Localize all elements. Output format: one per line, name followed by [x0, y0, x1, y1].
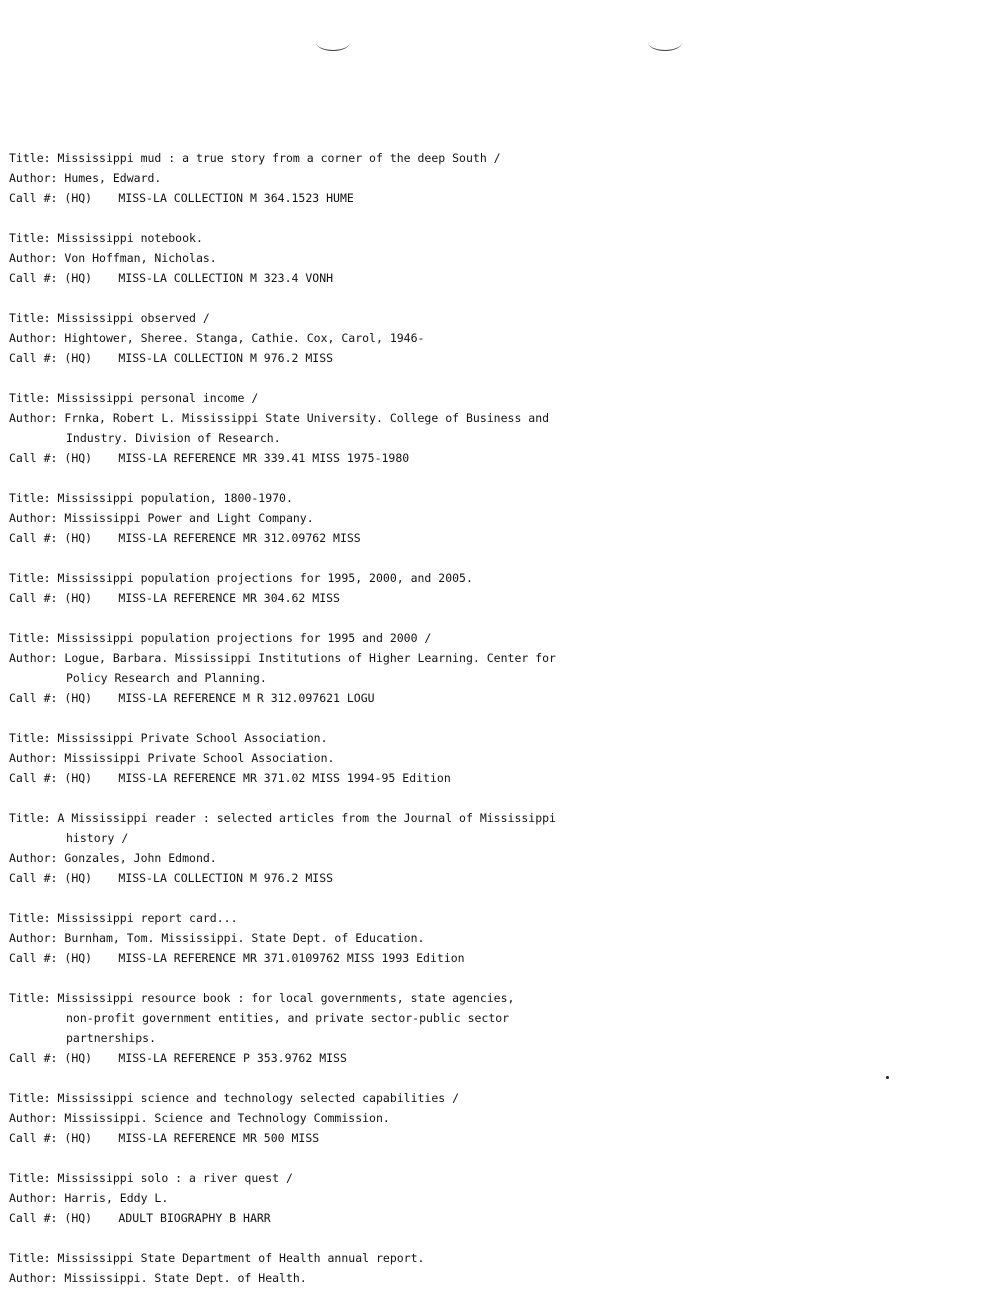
- punch-hole-mark-right: [648, 34, 682, 51]
- author-label: Author:: [9, 931, 58, 945]
- call-number: MISS-LA REFERENCE MR 312.09762 MISS: [118, 531, 361, 545]
- title-value: Mississippi population, 1800-1970.: [57, 491, 293, 505]
- author-value: Logue, Barbara. Mississippi Institutions of Higher Learning. Center for: [64, 651, 556, 665]
- call-label: Call #:: [9, 771, 58, 785]
- title-value: Mississippi State Department of Health annual report.: [57, 1251, 425, 1265]
- author-value: Von Hoffman, Nicholas.: [64, 251, 217, 265]
- title-label: Title:: [9, 731, 51, 745]
- call-label: Call #:: [9, 951, 58, 965]
- title-label: Title:: [9, 1171, 51, 1185]
- catalog-record: [9, 1088, 609, 1148]
- record-author-line: [9, 1268, 609, 1288]
- title-value: Mississippi population projections for 1995, 2000, and 2005.: [57, 571, 473, 585]
- call-location-code: (HQ): [64, 591, 93, 605]
- call-number: MISS-LA REFERENCE MR 339.41 MISS 1975-1980: [118, 451, 410, 465]
- author-label: Author:: [9, 751, 58, 765]
- title-value: partnerships.: [66, 1031, 157, 1045]
- author-label: Author:: [9, 411, 58, 425]
- call-label: Call #:: [9, 1211, 58, 1225]
- call-label: Call #:: [9, 191, 58, 205]
- record-author-line: [9, 408, 609, 428]
- record-title-line: [9, 488, 609, 508]
- call-number: MISS-LA REFERENCE MR 500 MISS: [118, 1131, 320, 1145]
- title-value: Mississippi solo : a river quest /: [57, 1171, 293, 1185]
- call-number: MISS-LA REFERENCE MR 371.0109762 MISS 1993 Edition: [118, 951, 465, 965]
- record-call-line: [9, 1128, 609, 1148]
- record-author-line: [9, 848, 609, 868]
- author-label: Author:: [9, 651, 58, 665]
- record-call-line: [9, 1208, 609, 1228]
- title-value: Mississippi Private School Association.: [57, 731, 328, 745]
- punch-hole-mark-left: [316, 34, 350, 51]
- catalog-record: [9, 568, 609, 608]
- call-location-code: (HQ): [64, 1051, 93, 1065]
- author-value: Industry. Division of Research.: [66, 431, 281, 445]
- record-call-line: [9, 868, 609, 888]
- call-location-code: (HQ): [64, 1211, 93, 1225]
- title-label: Title:: [9, 491, 51, 505]
- catalog-record: [9, 908, 609, 968]
- title-label: Title:: [9, 911, 51, 925]
- record-call-line: [9, 948, 609, 968]
- record-title-line: [9, 1008, 609, 1028]
- title-label: Title:: [9, 151, 51, 165]
- title-value: Mississippi population projections for 1995 and 2000 /: [57, 631, 432, 645]
- record-call-line: [9, 528, 609, 548]
- call-label: Call #:: [9, 351, 58, 365]
- record-author-line: [9, 928, 609, 948]
- record-author-line: [9, 248, 609, 268]
- title-label: Title:: [9, 231, 51, 245]
- author-label: Author:: [9, 1271, 58, 1285]
- call-number: MISS-LA COLLECTION M 976.2 MISS: [118, 351, 334, 365]
- call-label: Call #:: [9, 531, 58, 545]
- title-value: non-profit government entities, and private sector-public sector: [66, 1011, 510, 1025]
- author-label: Author:: [9, 331, 58, 345]
- author-label: Author:: [9, 1191, 58, 1205]
- author-value: Mississippi. State Dept. of Health.: [64, 1271, 307, 1285]
- author-label: Author:: [9, 1111, 58, 1125]
- record-author-line: [9, 668, 609, 688]
- author-value: Gonzales, John Edmond.: [64, 851, 217, 865]
- call-location-code: (HQ): [64, 451, 93, 465]
- call-number: MISS-LA COLLECTION M 323.4 VONH: [118, 271, 334, 285]
- call-number: MISS-LA REFERENCE MR 304.62 MISS: [118, 591, 340, 605]
- title-value: A Mississippi reader : selected articles from the Journal of Mississippi: [57, 811, 556, 825]
- record-call-line: [9, 188, 609, 208]
- author-value: Burnham, Tom. Mississippi. State Dept. of Education.: [64, 931, 425, 945]
- call-label: Call #:: [9, 691, 58, 705]
- call-location-code: (HQ): [64, 531, 93, 545]
- title-value: Mississippi report card...: [57, 911, 238, 925]
- scan-speck: [886, 1076, 889, 1079]
- record-call-line: [9, 1048, 609, 1068]
- record-author-line: [9, 508, 609, 528]
- record-title-line: [9, 148, 609, 168]
- call-location-code: (HQ): [64, 191, 93, 205]
- author-value: Policy Research and Planning.: [66, 671, 267, 685]
- title-label: Title:: [9, 391, 51, 405]
- record-title-line: [9, 808, 609, 828]
- record-author-line: [9, 648, 609, 668]
- title-value: Mississippi resource book : for local governments, state agencies,: [57, 991, 515, 1005]
- record-title-line: [9, 1088, 609, 1108]
- catalog-record: [9, 808, 609, 888]
- title-label: Title:: [9, 311, 51, 325]
- author-value: Mississippi Private School Association.: [64, 751, 335, 765]
- record-title-line: [9, 628, 609, 648]
- call-number: MISS-LA REFERENCE MR 371.02 MISS 1994-95 Edition: [118, 771, 451, 785]
- record-call-line: [9, 448, 609, 468]
- author-label: Author:: [9, 251, 58, 265]
- title-label: Title:: [9, 631, 51, 645]
- title-value: Mississippi notebook.: [57, 231, 203, 245]
- record-author-line: [9, 168, 609, 188]
- title-label: Title:: [9, 1251, 51, 1265]
- call-label: Call #:: [9, 451, 58, 465]
- catalog-record: [9, 628, 609, 708]
- author-label: Author:: [9, 851, 58, 865]
- call-location-code: (HQ): [64, 691, 93, 705]
- call-number: MISS-LA REFERENCE P 353.9762 MISS: [118, 1051, 347, 1065]
- record-title-line: [9, 1248, 609, 1268]
- catalog-record: [9, 1168, 609, 1228]
- author-value: Mississippi. Science and Technology Commission.: [64, 1111, 390, 1125]
- call-number: MISS-LA REFERENCE M R 312.097621 LOGU: [118, 691, 375, 705]
- author-value: Harris, Eddy L.: [64, 1191, 169, 1205]
- catalog-record: [9, 728, 609, 788]
- catalog-record: [9, 988, 609, 1068]
- title-value: Mississippi mud : a true story from a corner of the deep South /: [57, 151, 501, 165]
- call-number: MISS-LA COLLECTION M 976.2 MISS: [118, 871, 334, 885]
- author-value: Humes, Edward.: [64, 171, 162, 185]
- title-label: Title:: [9, 811, 51, 825]
- author-value: Frnka, Robert L. Mississippi State University. College of Business and: [64, 411, 550, 425]
- record-author-line: [9, 748, 609, 768]
- catalog-record: [9, 488, 609, 548]
- record-call-line: [9, 768, 609, 788]
- catalog-record-list: [9, 148, 609, 1308]
- call-location-code: (HQ): [64, 951, 93, 965]
- record-title-line: [9, 908, 609, 928]
- call-number: ADULT BIOGRAPHY B HARR: [118, 1211, 271, 1225]
- call-label: Call #:: [9, 1051, 58, 1065]
- call-location-code: (HQ): [64, 351, 93, 365]
- call-location-code: (HQ): [64, 1131, 93, 1145]
- record-title-line: [9, 728, 609, 748]
- call-label: Call #:: [9, 871, 58, 885]
- title-value: Mississippi observed /: [57, 311, 210, 325]
- call-label: Call #:: [9, 591, 58, 605]
- record-call-line: [9, 688, 609, 708]
- record-call-line: [9, 268, 609, 288]
- record-title-line: [9, 308, 609, 328]
- call-number: MISS-LA COLLECTION M 364.1523 HUME: [118, 191, 354, 205]
- title-label: Title:: [9, 1091, 51, 1105]
- catalog-record: [9, 388, 609, 468]
- catalog-record: [9, 228, 609, 288]
- author-label: Author:: [9, 171, 58, 185]
- record-title-line: [9, 568, 609, 588]
- record-title-line: [9, 828, 609, 848]
- record-author-line: [9, 328, 609, 348]
- record-title-line: [9, 988, 609, 1008]
- record-call-line: [9, 348, 609, 368]
- record-author-line: [9, 428, 609, 448]
- record-title-line: [9, 1168, 609, 1188]
- record-author-line: [9, 1108, 609, 1128]
- record-author-line: [9, 1188, 609, 1208]
- record-title-line: [9, 388, 609, 408]
- catalog-record: [9, 1248, 609, 1288]
- call-location-code: (HQ): [64, 871, 93, 885]
- record-title-line: [9, 1028, 609, 1048]
- title-value: Mississippi science and technology selected capabilities /: [57, 1091, 460, 1105]
- author-value: Hightower, Sheree. Stanga, Cathie. Cox, Carol, 1946-: [64, 331, 425, 345]
- author-label: Author:: [9, 511, 58, 525]
- call-label: Call #:: [9, 271, 58, 285]
- call-location-code: (HQ): [64, 771, 93, 785]
- record-call-line: [9, 588, 609, 608]
- title-value: history /: [66, 831, 129, 845]
- title-label: Title:: [9, 571, 51, 585]
- catalog-record: [9, 148, 609, 208]
- call-label: Call #:: [9, 1131, 58, 1145]
- title-value: Mississippi personal income /: [57, 391, 259, 405]
- record-title-line: [9, 228, 609, 248]
- author-value: Mississippi Power and Light Company.: [64, 511, 314, 525]
- catalog-record: [9, 308, 609, 368]
- title-label: Title:: [9, 991, 51, 1005]
- call-location-code: (HQ): [64, 271, 93, 285]
